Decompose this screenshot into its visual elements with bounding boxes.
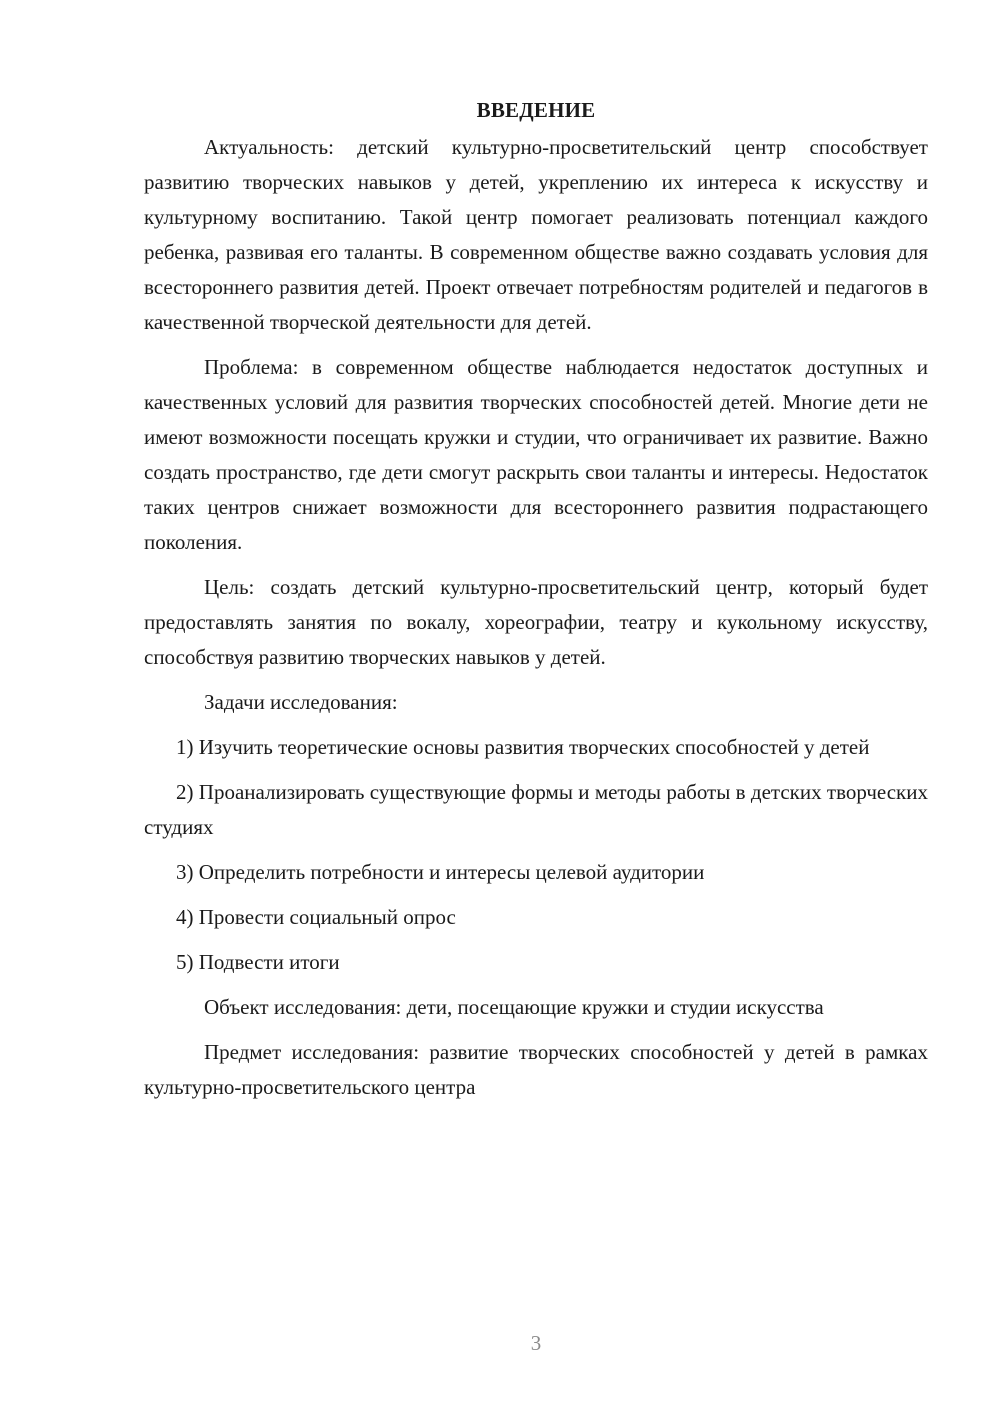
page-heading: ВВЕДЕНИЕ xyxy=(476,98,596,122)
page-number: 3 xyxy=(530,1331,542,1355)
page-content xyxy=(144,93,928,1115)
paragraph-problem: Проблема: в современном обществе наблюдается недостаток доступных и качественных условий для развития творческих способностей детей. Многие дети не имеют возможности посещать кружки и студии, что ограничивает их развитие. Важно создать пространство, где дети смогут раскрыть свои таланты и интересы. Недостаток таких центров снижает возможности для всестороннего развития подрастающего поколения. xyxy=(144,355,928,554)
tasks-heading: Задачи исследования: xyxy=(204,690,398,714)
task-item-2: 2) Проанализировать существующие формы и методы работы в детских творческих студиях xyxy=(144,780,928,839)
paragraph-relevance: Актуальность: детский культурно-просветительский центр способствует развитию творческих навыков у детей, укреплению их интереса к искусству и культурному воспитанию. Такой центр помогает реализовать потенциал каждого ребенка, развивая его таланты. В современном обществе важно создавать условия для всестороннего развития детей. Проект отвечает потребностям родителей и педагогов в качественной творческой деятельности для детей. xyxy=(144,135,928,334)
task-item-1: 1) Изучить теоретические основы развития творческих способностей у детей xyxy=(176,735,870,759)
paragraph-subject: Предмет исследования: развитие творческих способностей у детей в рамках культурно-просветительского центра xyxy=(144,1040,928,1099)
task-item-4: 4) Провести социальный опрос xyxy=(176,905,456,929)
paragraph-object: Объект исследования: дети, посещающие кружки и студии искусства xyxy=(204,995,824,1019)
paragraph-goal: Цель: создать детский культурно-просветительский центр, который будет предоставлять занятия по вокалу, хореографии, театру и кукольному искусству, способствуя развитию творческих навыков у детей. xyxy=(144,575,928,669)
task-item-3: 3) Определить потребности и интересы целевой аудитории xyxy=(176,860,705,884)
task-item-5: 5) Подвести итоги xyxy=(176,950,340,974)
